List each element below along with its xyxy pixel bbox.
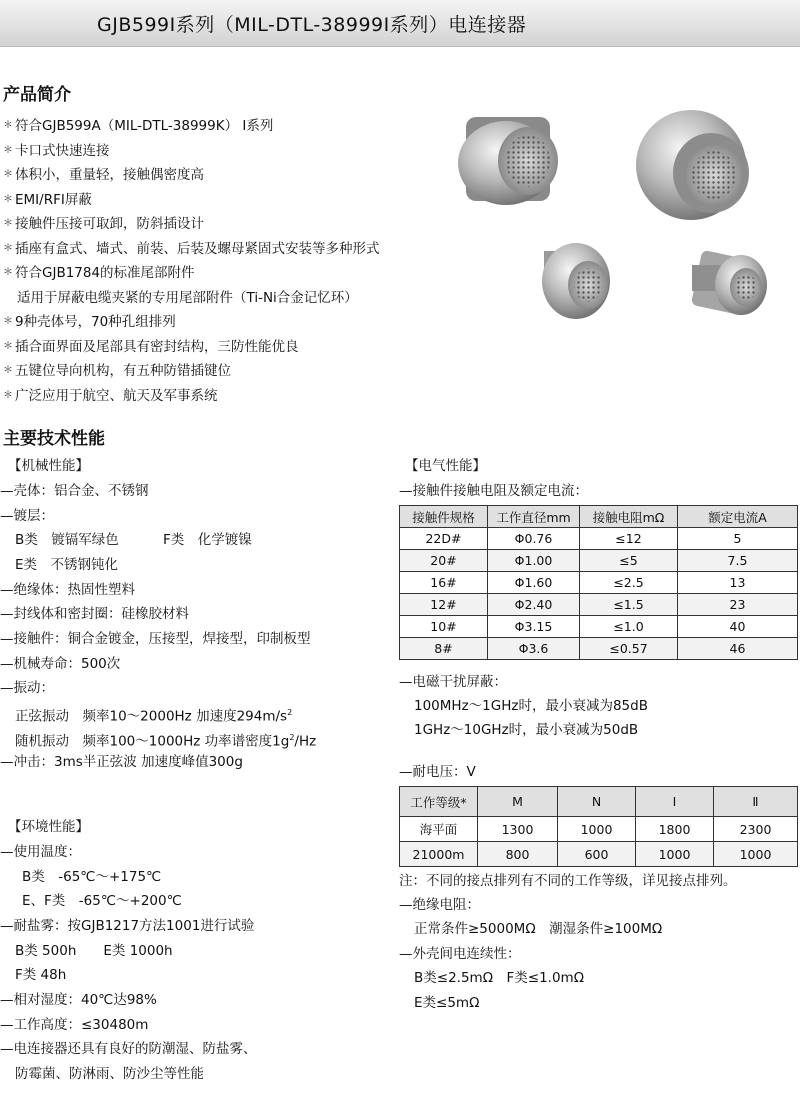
- bullet-star-icon: ＊: [3, 316, 13, 327]
- table-cell: 1300: [478, 817, 558, 842]
- contact-table: [399, 505, 798, 660]
- intro-list: [3, 114, 380, 408]
- table-cell: 600: [558, 842, 636, 867]
- table-cell: Φ3.6: [488, 638, 580, 660]
- table-header-row: [400, 787, 798, 817]
- small-plug-image: [542, 243, 610, 319]
- bullet-star-icon: ＊: [3, 340, 13, 352]
- env-salt: —耐盐雾：按GJB1217方法1001进行试验: [0, 918, 255, 934]
- table-cell: ≤0.57: [580, 638, 678, 660]
- env-title: 【环境性能】: [8, 819, 89, 835]
- list-item: 适用于屏蔽电缆夹紧的专用尾部附件（Ti-Ni合金记忆环）: [17, 289, 358, 306]
- table-cell: 1000: [714, 842, 798, 867]
- elec-ins-heading: —绝缘电阻：: [399, 897, 480, 913]
- page-title: GJB599Ⅰ系列（MIL-DTL-38999Ⅰ系列）电连接器: [97, 14, 527, 36]
- mech-shell: —壳体：铝合金、不锈钢: [0, 483, 149, 499]
- table-cell: 1000: [558, 817, 636, 842]
- table-cell: 46: [678, 638, 798, 660]
- table-row: [400, 616, 798, 638]
- env-altitude: —工作高度：≤30480m: [0, 1017, 149, 1033]
- elec-note: 注：不同的接点排列有不同的工作等级，详见接点排列。: [399, 873, 737, 889]
- elec-emi-heading: —电磁干扰屏蔽：: [399, 674, 507, 690]
- table-header-cell: N: [558, 787, 636, 817]
- list-item: ＊ 插合面界面及尾部具有密封结构，三防性能优良: [3, 335, 380, 360]
- table-header-cell: 接触件规格: [400, 506, 488, 528]
- env-humidity: —相对湿度：40℃达98%: [0, 992, 157, 1008]
- table-row: [400, 817, 798, 842]
- bullet-star-icon: ＊: [3, 218, 13, 229]
- table-cell: Φ3.15: [488, 616, 580, 638]
- list-item: ＊ 卡口式快速连接: [3, 139, 380, 164]
- table-cell: Φ1.60: [488, 572, 580, 594]
- table-header-cell: 额定电流A: [678, 506, 798, 528]
- env-temp-b: B类 -65℃～+175℃: [22, 869, 162, 885]
- table-cell: ≤1.0: [580, 616, 678, 638]
- list-item: ＊ 符合GJB1784的标准尾部附件: [3, 261, 380, 286]
- receptacle-flange-image: [458, 117, 558, 205]
- table-row: [400, 528, 798, 550]
- mech-insulator: —绝缘体：热固性塑料: [0, 582, 135, 598]
- table-row: [400, 638, 798, 660]
- jam-nut-receptacle-image: [691, 250, 767, 316]
- table-cell: ≤5: [580, 550, 678, 572]
- env-temp-ef: E、F类 -65℃～+200℃: [22, 893, 182, 909]
- table-cell: 800: [478, 842, 558, 867]
- header-bar: [0, 0, 800, 47]
- intro-title: 产品简介: [3, 85, 71, 105]
- table-header-cell: Ⅰ: [636, 787, 714, 817]
- env-salt-f: F类 48h: [15, 967, 67, 983]
- table-header-cell: 接触电阻mΩ: [580, 506, 678, 528]
- bullet-star-icon: ＊: [3, 120, 13, 131]
- table-cell: 20#: [400, 550, 488, 572]
- elec-title: 【电气性能】: [405, 458, 486, 474]
- mech-contacts: —接触件：铜合金镀金，压接型，焊接型，印制板型: [0, 631, 311, 647]
- mech-plating-b: B类 镀镉军绿色: [15, 532, 119, 548]
- table-cell: 2300: [714, 817, 798, 842]
- elec-shell-heading: —外壳间电连续性：: [399, 946, 521, 962]
- table-cell: 7.5: [678, 550, 798, 572]
- table-cell: 海平面: [400, 817, 478, 842]
- mech-seal: —封线体和密封圈：硅橡胶材料: [0, 606, 189, 622]
- mech-shock: —冲击：3ms半正弦波 加速度峰值300g: [0, 754, 243, 770]
- table-cell: 16#: [400, 572, 488, 594]
- table-cell: Φ2.40: [488, 594, 580, 616]
- table-cell: 22D#: [400, 528, 488, 550]
- mech-vibration: —振动：: [0, 680, 54, 696]
- table-row: [400, 842, 798, 867]
- table-header-row: [400, 506, 798, 528]
- table-cell: 12#: [400, 594, 488, 616]
- table-header-cell: M: [478, 787, 558, 817]
- connector-photos: [456, 95, 794, 335]
- list-item: ＊ 插座有盒式、墙式、前装、后装及螺母紧固式安装等多种形式: [3, 237, 380, 262]
- mech-title: 【机械性能】: [8, 458, 89, 474]
- mech-plating-e: E类 不锈钢钝化: [15, 557, 119, 573]
- list-item: ＊ EMI/RFI屏蔽: [3, 188, 380, 213]
- mech-life: —机械寿命：500次: [0, 656, 121, 672]
- env-extra-2: 防霉菌、防淋雨、防沙尘等性能: [15, 1066, 204, 1082]
- table-cell: ≤12: [580, 528, 678, 550]
- list-item: ＊ 体积小，重量轻，接触偶密度高: [3, 163, 380, 188]
- table-header-cell: Ⅱ: [714, 787, 798, 817]
- bullet-star-icon: ＊: [3, 169, 13, 180]
- bullet-star-icon: ＊: [3, 267, 13, 278]
- table-cell: ≤2.5: [580, 572, 678, 594]
- mech-vib-sine: 正弦振动 频率10～2000Hz 加速度$294m/s^2$: [15, 708, 293, 725]
- table-cell: 10#: [400, 616, 488, 638]
- elec-shell-bf: B类≤2.5mΩ F类≤1.0mΩ: [414, 970, 585, 986]
- table-cell: 40: [678, 616, 798, 638]
- table-cell: Φ1.00: [488, 550, 580, 572]
- table-row: [400, 572, 798, 594]
- table-cell: 23: [678, 594, 798, 616]
- bullet-star-icon: ＊: [3, 389, 13, 401]
- table-header-cell: 工作直径mm: [488, 506, 580, 528]
- table-row: [400, 594, 798, 616]
- list-item: ＊ 广泛应用于航空、航天及军事系统: [3, 384, 380, 409]
- table-cell: 8#: [400, 638, 488, 660]
- table-cell: 5: [678, 528, 798, 550]
- table-cell: 1800: [636, 817, 714, 842]
- table-cell: Φ0.76: [488, 528, 580, 550]
- elec-emi-1: 100MHz～1GHz时，最小衰减为85dB: [414, 698, 648, 714]
- plug-image: [636, 110, 749, 220]
- elec-volt-heading: —耐电压：V: [399, 764, 476, 780]
- env-temp: —使用温度：: [0, 844, 81, 860]
- table-cell: 21000m: [400, 842, 478, 867]
- elec-ins-values: 正常条件≥5000MΩ 潮湿条件≥100MΩ: [414, 921, 663, 937]
- list-item: ＊ 五键位导向机构，有五种防错插键位: [3, 359, 380, 384]
- env-extra-1: —电连接器还具有良好的防潮湿、防盐雾、: [0, 1041, 257, 1057]
- list-item: ＊ 9种壳体号，70种孔组排列: [3, 310, 380, 335]
- tech-title: 主要技术性能: [3, 429, 105, 449]
- elec-contact-heading: —接触件接触电阻及额定电流：: [399, 483, 588, 499]
- table-cell: ≤1.5: [580, 594, 678, 616]
- list-item: ＊ 接触件压接可取卸，防斜插设计: [3, 212, 380, 237]
- mech-plating-f: F类 化学镀镍: [163, 532, 252, 548]
- table-row: [400, 550, 798, 572]
- mech-plating: —镀层：: [0, 508, 54, 524]
- bullet-star-icon: ＊: [3, 242, 13, 254]
- bullet-star-icon: ＊: [3, 193, 13, 205]
- bullet-star-icon: ＊: [3, 144, 13, 156]
- table-cell: 1000: [636, 842, 714, 867]
- elec-shell-e: E类≤5mΩ: [414, 995, 480, 1011]
- mech-vib-random: 随机振动 频率100～1000Hz 功率谱密度$1g^2/Hz$: [15, 733, 317, 750]
- elec-emi-2: 1GHz～10GHz时，最小衰减为50dB: [414, 722, 639, 738]
- list-item: ＊ 符合GJB599A（MIL-DTL-38999K） Ⅰ系列: [3, 114, 380, 139]
- table-cell: 13: [678, 572, 798, 594]
- env-salt-be: B类 500h E类 1000h: [15, 943, 173, 959]
- bullet-star-icon: ＊: [3, 365, 13, 376]
- table-header-cell: 工作等级*: [400, 787, 478, 817]
- voltage-table: [399, 786, 798, 867]
